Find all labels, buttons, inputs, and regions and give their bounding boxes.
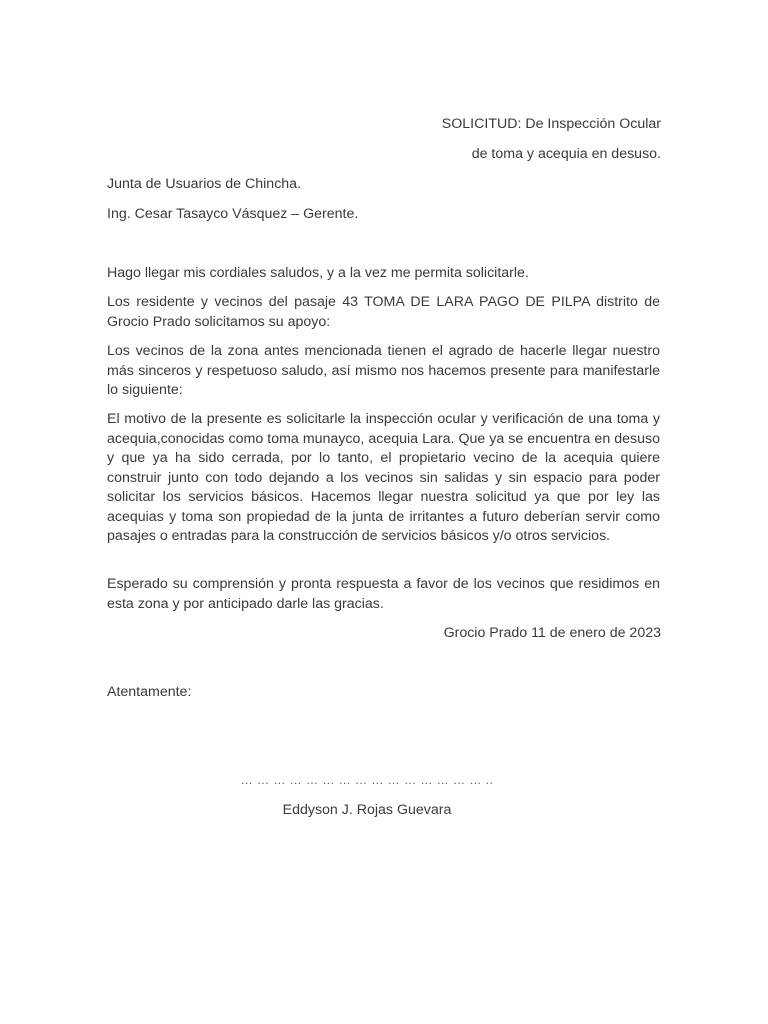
date-line: Grocio Prado 11 de enero de 2023 [443,625,661,641]
paragraph-2: Los vecinos de la zona antes mencionada tienen el agrado de hacerle llegar nuestro más sinceros y respetuoso saludo, así mismo nos hacemos presente para manifestarle lo siguiente: [107,343,660,398]
greeting-line: Hago llegar mis cordiales saludos, y a la vez me permita solicitarle. [107,265,529,281]
subject-line-2: de toma y acequia en desuso. [471,146,661,162]
paragraph-1: Los residente y vecinos del pasaje 43 TOMA DE LARA PAGO DE PILPA distrito de Grocio Prado solicitamos su apoyo: [107,294,660,330]
closing-text: Atentamente: [107,684,192,700]
paragraph-4: Esperado su comprensión y pronta respuesta a favor de los vecinos que residimos en esta zona y por anticipado darle las gracias. [107,576,660,612]
paragraph-3: El motivo de la presente es solicitarle la inspección ocular y verificación de una toma y acequia,conocidas como toma munayco, acequia Lara. Que ya se encuentra en desuso y que ya ha sido cerrada, por lo tanto, el propietario vecino de la acequia quiere construir junto con todo dejando a los vecinos sin salidas y sin espacio para poder solicitar los servicios básicos. Hacemos llegar nuestra solicitud ya que por ley las acequias y toma son propiedad de la junta de irritantes a futuro deberían servir como pasajes o entradas para la construcción de servicios básicos y/o otros servicios. [107,411,660,544]
subject-line-1: SOLICITUD: De Inspección Ocular [441,116,661,132]
signature-name: Eddyson J. Rojas Guevara [282,802,452,818]
recipient-organization: Junta de Usuarios de Chincha. [107,176,302,192]
recipient-person: Ing. Cesar Tasayco Vásquez – Gerente. [107,206,359,222]
signature-line: … … … … … … … … … … … … … … … .. [240,773,494,787]
